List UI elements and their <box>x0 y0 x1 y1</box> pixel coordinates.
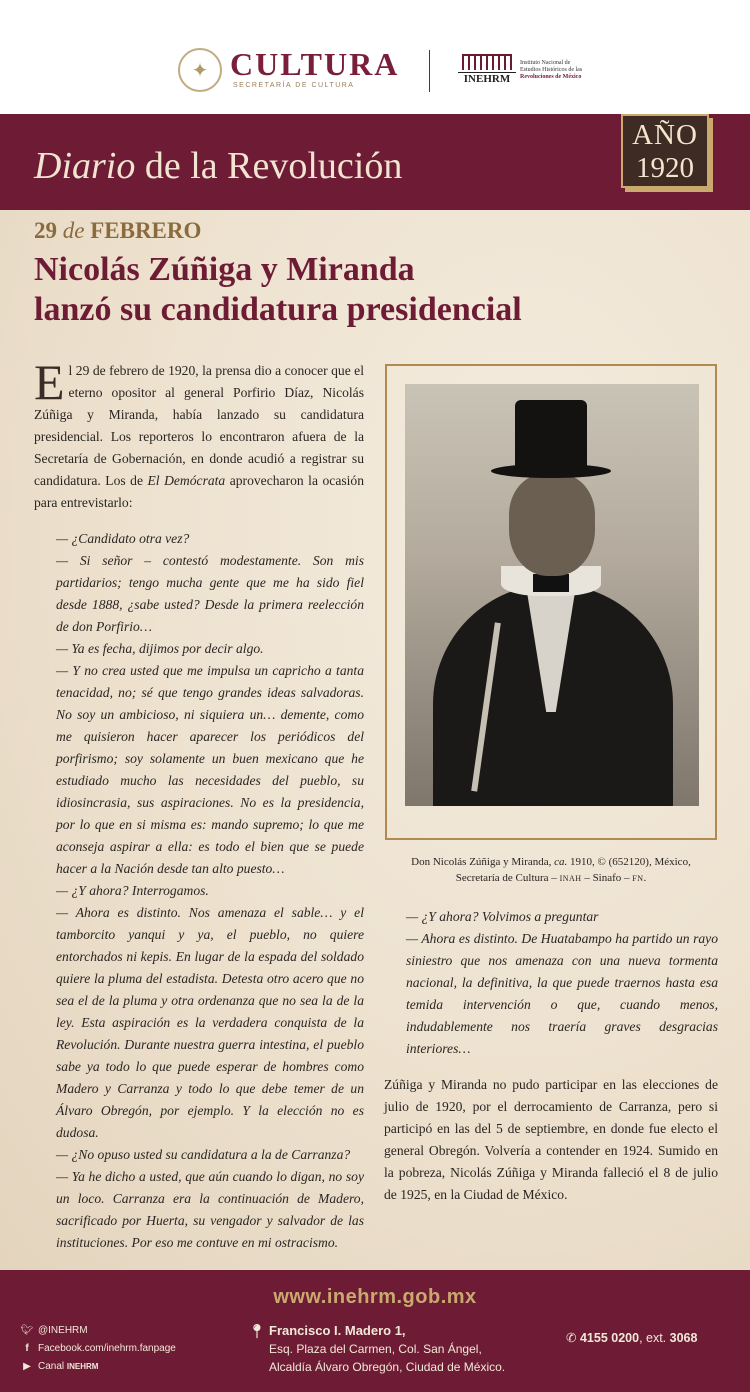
building-columns-icon <box>462 54 512 70</box>
address-line3: Alcaldía Álvaro Obregón, Ciudad de México. <box>269 1360 506 1374</box>
article-date <box>34 218 201 244</box>
caption-ca: ca. <box>554 856 568 868</box>
year-badge <box>621 114 709 188</box>
address-line2: Esq. Plaza del Carmen, Col. San Ángel, <box>269 1342 482 1356</box>
photo-face <box>509 474 595 576</box>
phone-ext: 3068 <box>669 1331 698 1345</box>
facebook-url: Facebook.com/inehrm.fanpage <box>38 1343 176 1354</box>
inehrm-fullname <box>520 60 600 81</box>
dialog-line: — ¿Candidato otra vez? <box>56 531 190 546</box>
top-header <box>0 0 750 114</box>
right-dialog <box>406 906 718 1060</box>
date-de: de <box>62 218 85 243</box>
article-body <box>0 210 750 1270</box>
twitter-icon: 🐦︎ <box>20 1325 34 1336</box>
location-pin-icon: 📍︎ <box>248 1323 266 1339</box>
facebook-link[interactable] <box>20 1340 176 1358</box>
interview-dialog <box>34 528 364 1254</box>
twitter-link[interactable] <box>20 1322 176 1340</box>
intro-paragraph <box>34 354 365 514</box>
youtube-icon: ▶ <box>23 1361 31 1372</box>
social-links <box>20 1322 176 1376</box>
facebook-icon: f <box>25 1343 29 1354</box>
phone-number: 4155 0200 <box>579 1331 640 1345</box>
phone-contact[interactable] <box>566 1330 697 1345</box>
top-hat-icon <box>515 400 587 466</box>
series-title-rest: de la Revolución <box>135 145 403 187</box>
photo-caption <box>388 854 714 887</box>
dialog-line: — Y no crea usted que me impulsa un capricho a tanta tenacidad, no; sé que tengo grandes ideas salvadoras. No soy un ambicioso, ni siquiera un… demente, como me quisieron hacer aparecer los periódicos del porfirismo; soy solamente un buen mexicano que he estudiado mucho las necesidades del pueblo, su idiosincrasia, sus aspiraciones. No es la presidencia, por lo que en si misma es: mando supremo; lo que me aconseja aspirar a ella: es todo el bien que se puede hacer a la Nación desde tan alto puesto… <box>56 663 364 876</box>
inehrm-text-line2: Estudios Históricos de las <box>520 67 583 73</box>
address-line1 <box>269 1322 505 1340</box>
date-day: 29 <box>34 218 57 243</box>
caption-text: Don Nicolás Zúñiga y Miranda, <box>411 856 555 868</box>
headline-line2: lanzó su candidatura presidencial <box>34 291 522 328</box>
inehrm-text-line1: Instituto Nacional de <box>520 60 571 66</box>
photo-tie <box>533 574 569 592</box>
youtube-name: INEHRM <box>66 1362 99 1371</box>
dialog-line: — Si señor – contestó modestamente. Son mis partidarios; tengo mucha gente que me ha sido fiel desde 1888, ¿sabe usted? Desde la primera reelección de don Porfirio… <box>56 553 364 634</box>
address <box>250 1322 505 1376</box>
dialog-line: — Ya es fecha, dijimos por decir algo. <box>56 641 264 656</box>
dialog-line: — ¿Y ahora? Interrogamos. <box>56 883 209 898</box>
youtube-pre: Canal <box>38 1361 67 1372</box>
logo-divider <box>429 50 430 92</box>
dialog-line: — Ya he dicho a usted, que aún cuando lo digan, no soy un loco. Carranza era la continuación de Madero, sacrificado por Huerta, su vengador y salvador de las instituciones. Por eso me contuve en mi ostracismo. <box>56 1169 364 1250</box>
caption-text: 1910, © (652120), México, <box>567 856 691 868</box>
footer <box>0 1270 750 1392</box>
portrait-photo[interactable] <box>405 384 699 806</box>
year-value: 1920 <box>636 152 694 184</box>
left-column <box>34 354 365 1254</box>
hat-brim <box>491 464 611 478</box>
series-title-italic: Diario <box>34 145 136 187</box>
dialog-line: — ¿No opuso usted su candidatura a la de Carranza? <box>56 1147 351 1162</box>
address-street: Francisco I. Madero 1, <box>269 1323 406 1338</box>
intro-text: l 29 de febrero de 1920, la prensa dio a conocer que el eterno opositor al general Porfirio Díaz, Nicolás Zúñiga y Miranda, había lanzado su candidatura presidencial. Los reporteros lo encontraron afuera de la Secretaría de Gobernación, en donde acudió a registrar su candidatura. Los de <box>34 363 364 488</box>
dialog-line: — Ahora es distinto. De Huatabampo ha partido un rayo siniestro que nos amenaza con una nueva tormenta nacional, la definitiva, la que puede traernos hasta esa temida intervención o que, cuando menos, indudablemente nos traería graves desgracias interiores… <box>406 931 718 1056</box>
series-title <box>34 144 402 188</box>
caption-line2 <box>388 870 714 887</box>
inehrm-logo[interactable] <box>458 54 516 88</box>
dialog-line: — ¿Y ahora? Volvimos a preguntar <box>406 909 599 924</box>
youtube-link[interactable] <box>20 1358 176 1376</box>
drop-cap: E <box>34 354 65 410</box>
twitter-handle: @INEHRM <box>38 1325 88 1336</box>
photo-frame <box>385 364 717 840</box>
phone-ext-label: , ext. <box>639 1331 670 1345</box>
caption-line1 <box>388 854 714 870</box>
caption-text: Secretaría de Cultura – <box>455 872 560 884</box>
cultura-logo-text[interactable]: CULTURA <box>230 46 400 82</box>
website-link[interactable]: www.inehrm.gob.mx <box>273 1286 477 1308</box>
phone-icon: ✆ <box>566 1331 577 1345</box>
secretaria-subtitle: SECRETARÍA DE CULTURA <box>233 82 355 89</box>
inehrm-label: INEHRM <box>458 72 516 85</box>
eagle-seal-icon: ✦ <box>178 48 222 92</box>
inehrm-text-line3: Revoluciones de México <box>520 74 582 80</box>
dialog-line: — Ahora es distinto. Nos amenaza el sable… y el tamborcito yanqui y ya, el pueblo, no quiere entorchados ni kepis. En lugar de la espada del soldado quiere la pluma del estadista. Detesta otro acero que no sea el de la pluma y otra ordenanza que no sea la de la ley. Esta aspiración es la verdadera conquista de la Revolución. Durante nuestra guerra intestina, el pueblo sabe ya todo lo que puede esperar de hombres como Madero y Carranza y todo lo que debe temer de un Álvaro Obregón, por ejemplo. Y la elección no es dudosa. <box>56 905 364 1140</box>
date-month: FEBRERO <box>90 218 202 243</box>
caption-fn: FN <box>632 874 644 883</box>
article-headline <box>34 250 634 330</box>
caption-inah: INAH <box>559 874 582 883</box>
caption-text: – Sinafo – <box>581 872 633 884</box>
caption-text: . <box>643 872 647 884</box>
headline-line1: Nicolás Zúñiga y Miranda <box>34 251 415 288</box>
year-label: AÑO <box>632 119 698 151</box>
newspaper-name: El Demócrata <box>147 473 226 488</box>
intro-end: aprovecharon la ocasión para entrevistarlo: <box>34 473 365 510</box>
closing-paragraph: Zúñiga y Miranda no pudo participar en las elecciones de julio de 1920, por el derrocamiento de Carranza, pero si participó en las del 5 de septiembre, en donde fue electo el general Obregón. Volvería a contender en 1924. Sumido en la pobreza, Nicolás Zúñiga y Miranda falleció el 8 de julio de 1925, en la Ciudad de México. <box>384 1077 718 1202</box>
